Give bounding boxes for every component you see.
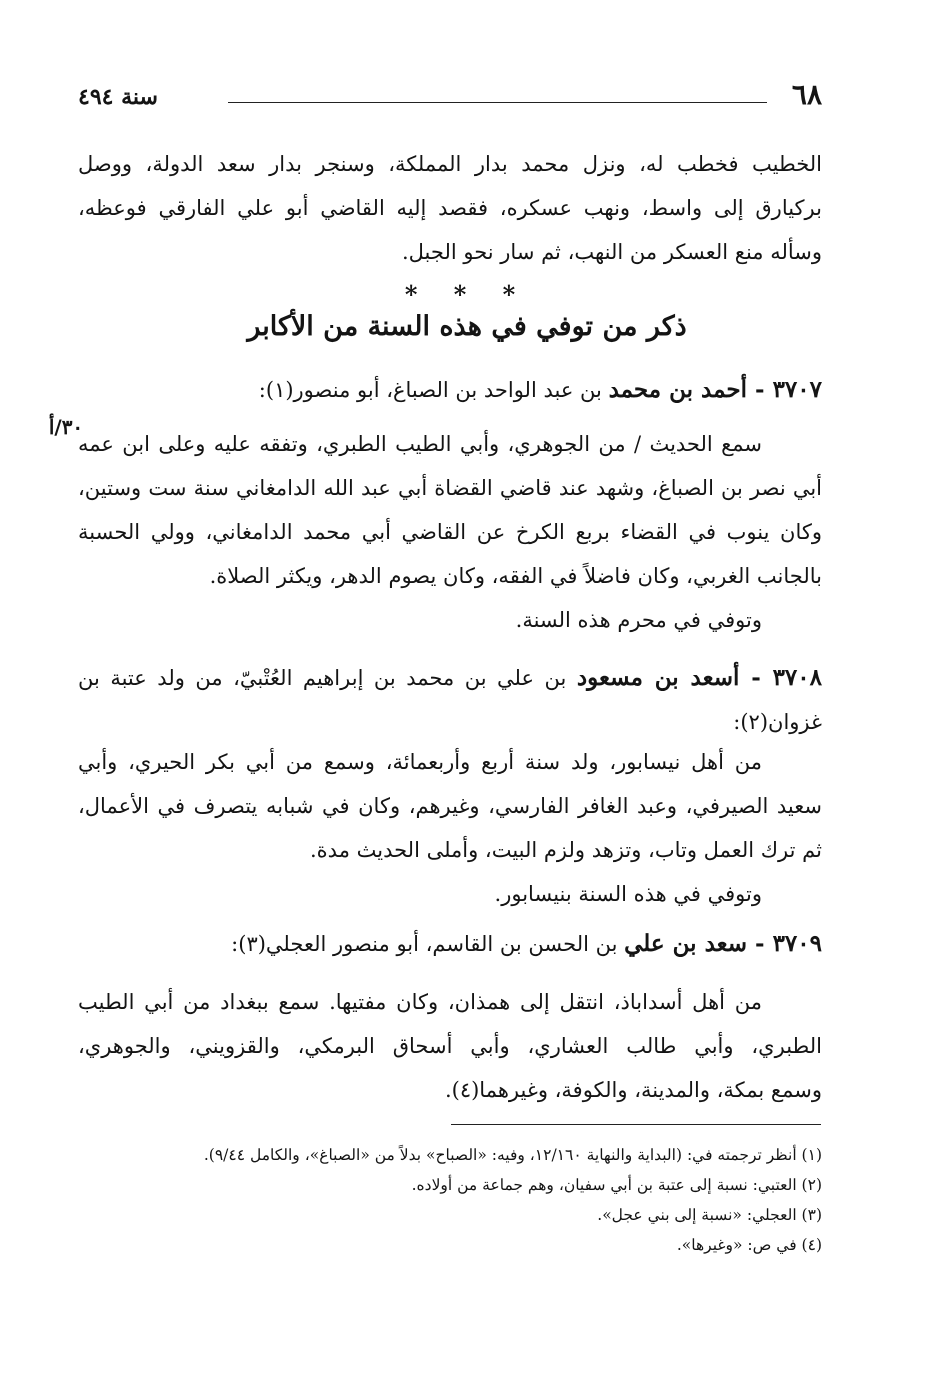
entry-3708-body xyxy=(78,740,822,916)
entry-3708-heading xyxy=(78,656,822,744)
footnote-rule xyxy=(451,1124,821,1125)
entry-line: سمع الحديث / من الجوهري، وأبي الطيب الطبري، وتفقه عليه وعلى ابن عمه xyxy=(78,432,762,456)
entry-name: أحمد بن محمد xyxy=(608,376,748,403)
header-rule xyxy=(228,102,767,103)
entry-death-line: وتوفي في هذه السنة بنيسابور. xyxy=(494,882,762,906)
entry-line: أبي نصر بن الصباغ، وشهد عند قاضي القضاة أبي عبد الله الدامغاني سنة ست وستين، xyxy=(78,476,822,500)
entry-heading-rest: بن علي بن محمد بن إبراهيم العُتْبيّ، من ولد عتبة بن xyxy=(78,666,567,690)
separator-stars: * * * xyxy=(404,280,530,309)
page-header xyxy=(78,78,822,118)
entry-number: ٣٧٠٩ xyxy=(772,930,822,957)
entry-heading-rest: بن عبد الواحد بن الصباغ، أبو منصور(١): xyxy=(258,378,602,402)
entry-line: سعيد الصيرفي، وعبد الغافر الفارسي، وغيرهم، وكان في شبابه يتصرف في الأعمال، xyxy=(78,794,822,818)
entry-line: وسمع بمكة، والمدينة، والكوفة، وغيرهما(٤). xyxy=(444,1078,822,1102)
intro-line: بركيارق إلى واسط، ونهب عسكره، فقصد إليه القاضي أبو علي الفارقي فوعظه، xyxy=(78,196,822,220)
entry-heading: ٣٧٠٩ - سعد بن علي بن الحسن بن القاسم، أبو منصور العجلي(٣): xyxy=(231,930,822,957)
entry-line: ثم ترك العمل وتاب، وتزهد ولزم البيت، وأملى الحديث مدة. xyxy=(310,838,822,862)
footnote-3: (٣) العجلي: «نسبة إلى بني عجل». xyxy=(597,1206,822,1224)
section-heading: ذكر من توفي في هذه السنة من الأكابر xyxy=(247,311,687,342)
intro-line: وسأله منع العسكر من النهب، ثم سار نحو الجبل. xyxy=(401,240,822,264)
entry-3707-heading xyxy=(78,368,822,412)
intro-line: الخطيب فخطب له، ونزل محمد بدار المملكة، وسنجر بدار سعد الدولة، ووصل xyxy=(78,152,822,176)
entry-name: سعد بن علي xyxy=(624,930,748,957)
entry-line: الطبري، وأبي طالب العشاري، وأبي أسحاق البرمكي، والقزويني، والجوهري، xyxy=(78,1034,822,1058)
entry-number: ٣٧٠٨ xyxy=(772,664,822,691)
page-number: ٦٨ xyxy=(791,78,822,111)
entry-heading: ٣٧٠٨ - أسعد بن مسعود بن علي بن محمد بن إبراهيم العُتْبيّ، من ولد عتبة بن xyxy=(78,664,822,691)
entry-3709-body xyxy=(78,980,822,1112)
entry-line: وكان ينوب في القضاء بربع الكرخ عن القاضي أبي محمد الدامغاني، وولي الحسبة xyxy=(78,520,822,544)
entry-line: من أهل أسداباذ، انتقل إلى همذان، وكان مفتيها. سمع ببغداد من أبي الطيب xyxy=(78,990,762,1014)
entry-line: بالجانب الغربي، وكان فاضلاً في الفقه، وكان يصوم الدهر، ويكثر الصلاة. xyxy=(209,564,822,588)
footnote-1: (١) أنظر ترجمته في: (البداية والنهاية ١٢/١٦٠، وفيه: «الصباح» بدلاً من «الصباغ»، والكامل ٩/٤٤). xyxy=(203,1146,822,1164)
footnotes xyxy=(78,1140,822,1260)
margin-folio-note: ٣٠/أ xyxy=(48,415,84,439)
entry-number: ٣٧٠٧ xyxy=(772,376,822,403)
entry-line: من أهل نيسابور، ولد سنة أربع وأربعمائة، وسمع من أبي بكر الحيري، وأبي xyxy=(78,750,762,774)
footnote-4: (٤) في ص: «وغيرها». xyxy=(676,1236,822,1254)
entry-3707-body xyxy=(78,422,822,642)
entry-heading: ٣٧٠٧ - أحمد بن محمد بن عبد الواحد بن الصباغ، أبو منصور(١): xyxy=(258,376,822,403)
intro-paragraph xyxy=(78,142,822,274)
footnote-2: (٢) العتبي: نسبة إلى عتبة بن أبي سفيان، وهم جماعة من أولاده. xyxy=(411,1176,822,1194)
entry-death-line: وتوفي في محرم هذه السنة. xyxy=(515,608,762,632)
entry-3709-heading xyxy=(78,922,822,966)
entry-name: أسعد بن مسعود xyxy=(576,664,740,691)
header-year: سنة ٤٩٤ xyxy=(78,84,158,110)
entry-heading-line2: غزوان(٢): xyxy=(733,710,822,734)
entry-heading-rest: بن الحسن بن القاسم، أبو منصور العجلي(٣): xyxy=(231,932,618,956)
